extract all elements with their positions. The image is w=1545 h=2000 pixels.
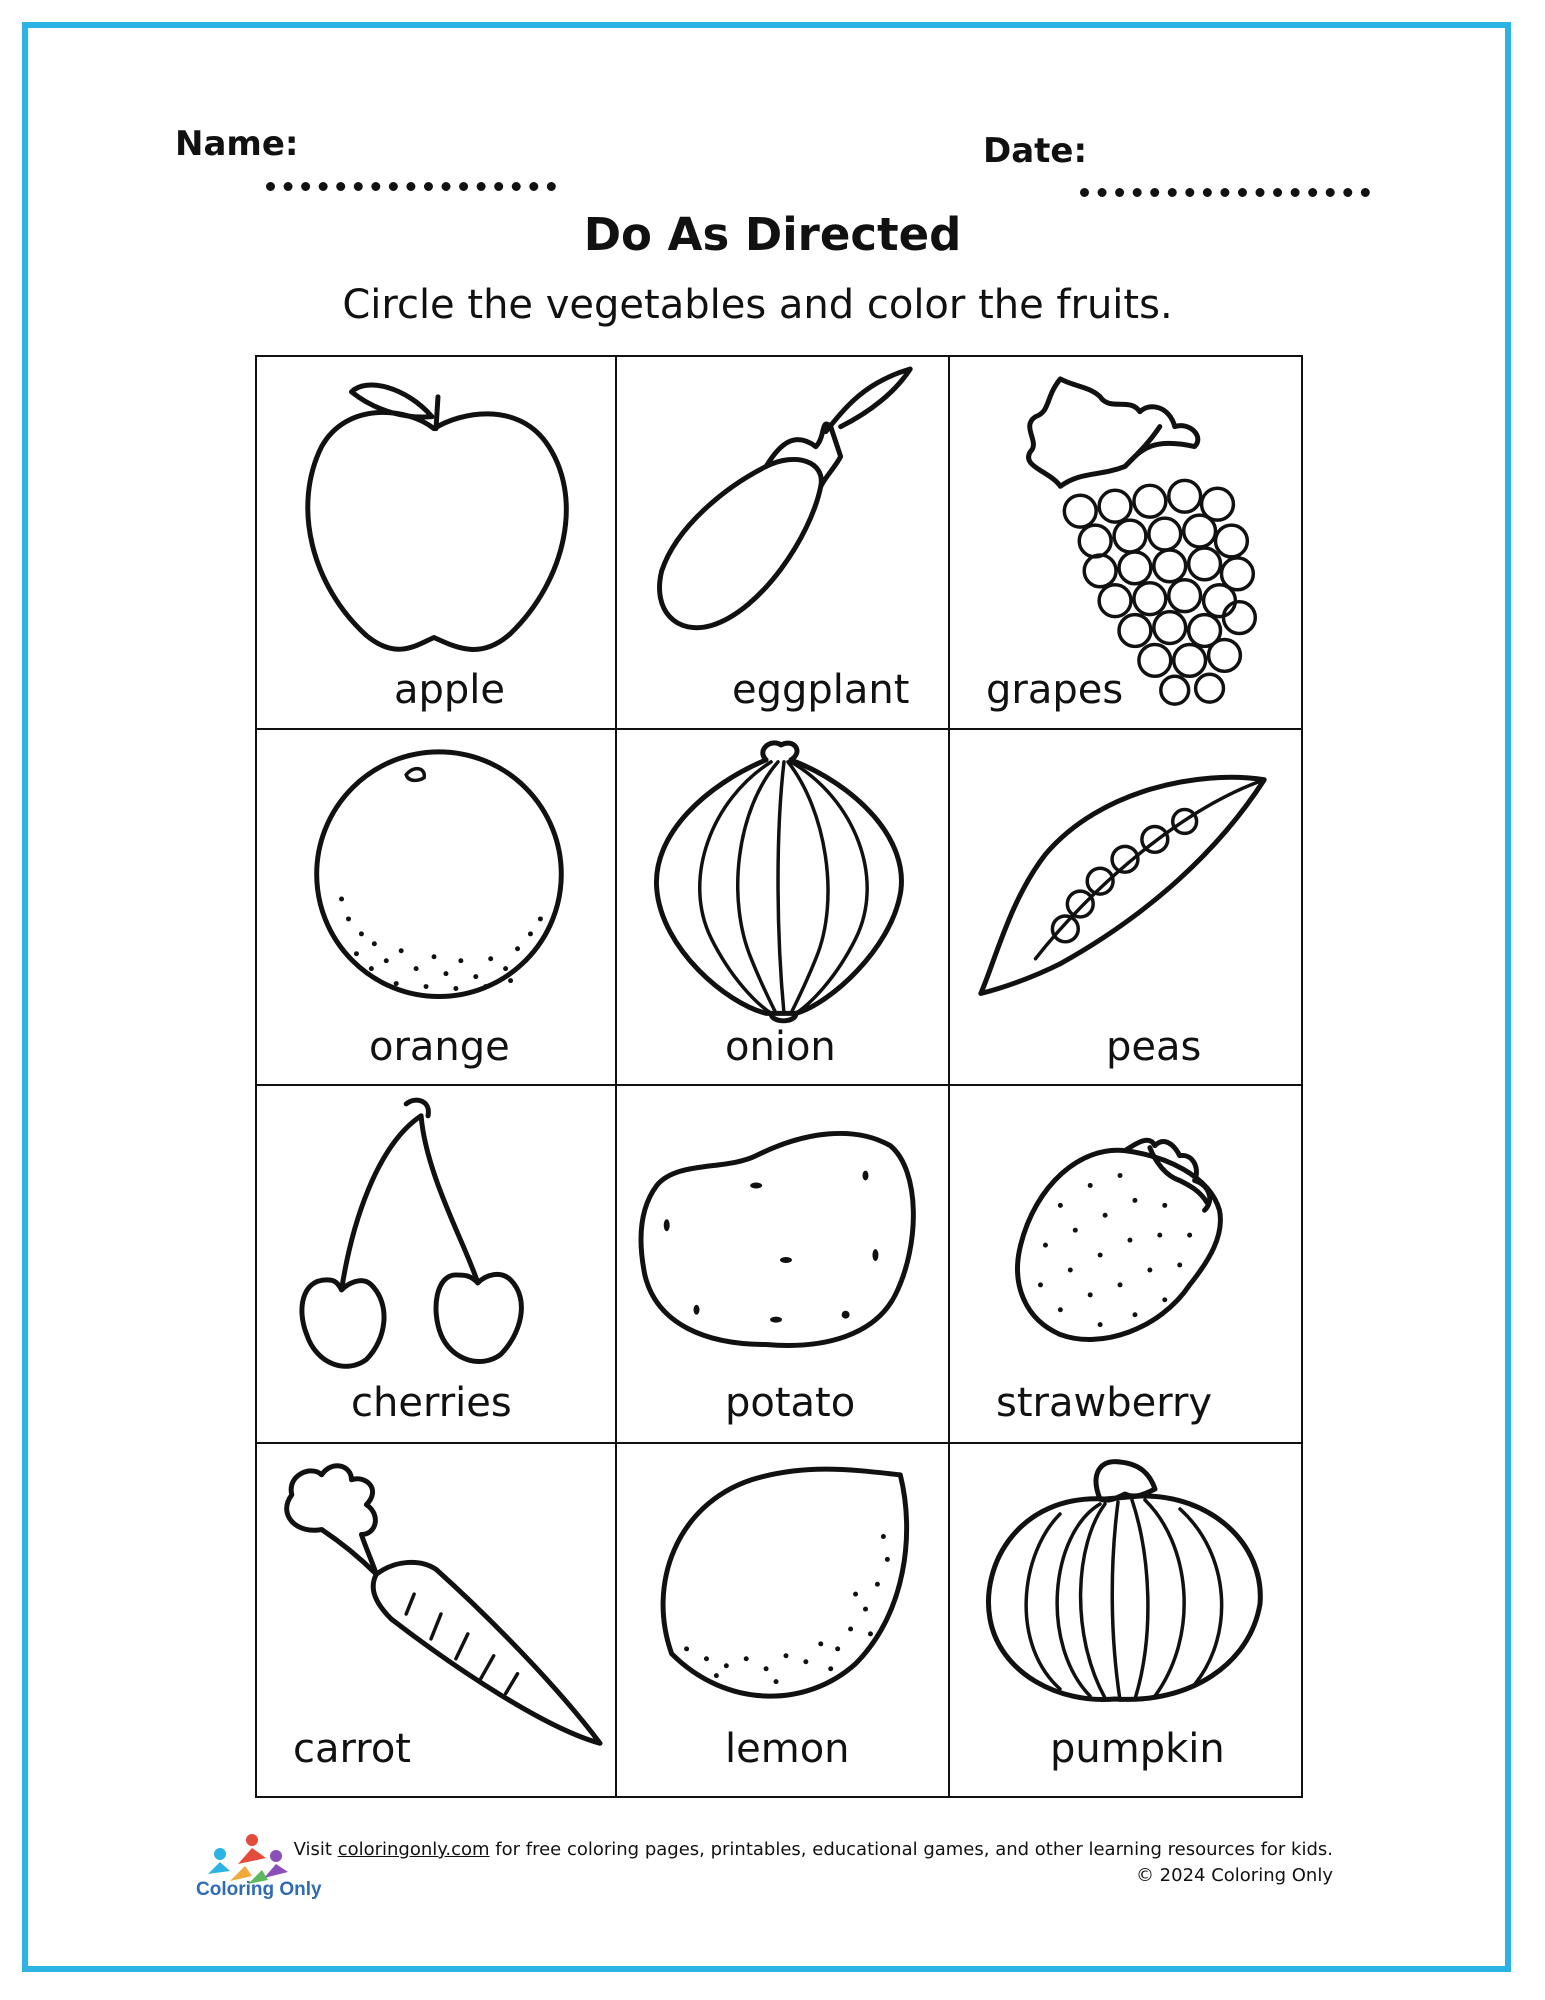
item-label-strawberry: strawberry [996,1380,1213,1426]
item-label-carrot: carrot [293,1726,411,1772]
item-label-onion: onion [725,1024,836,1070]
footer-text [294,1837,1333,1889]
item-label-orange: orange [369,1024,510,1070]
item-label-peas: peas [1106,1024,1202,1070]
footer-visit-line [294,1837,1333,1863]
page-title: Do As Directed [583,208,962,261]
date-label: Date: [983,131,1088,171]
items-grid [255,355,1303,1798]
item-label-apple: apple [394,667,506,713]
instructions: Circle the vegetables and color the fruits. [342,282,1173,328]
item-label-cherries: cherries [351,1380,512,1426]
item-label-eggplant: eggplant [732,667,910,713]
logo-text: Coloring Only [196,1879,322,1900]
date-line[interactable] [1080,188,1370,197]
cell-carrot[interactable] [257,1444,617,1796]
cell-orange[interactable] [257,730,617,1086]
item-label-lemon: lemon [725,1726,850,1772]
cell-cherries[interactable] [257,1086,617,1444]
item-label-potato: potato [725,1380,856,1426]
footer-visit-prefix: Visit [293,1839,332,1860]
cell-strawberry[interactable] [950,1086,1301,1444]
cell-grapes[interactable] [950,357,1301,730]
cell-peas[interactable] [950,730,1301,1086]
cell-onion[interactable] [617,730,950,1086]
cell-lemon[interactable] [617,1444,950,1796]
name-label: Name: [175,124,299,164]
item-label-grapes: grapes [986,667,1124,713]
footer-link[interactable]: coloringonly.com [337,1839,490,1860]
footer-copyright: © 2024 Coloring Only [1135,1865,1333,1886]
footer-visit-suffix: for free coloring pages, printables, educational games, and other learning resources for kids. [495,1839,1333,1860]
cell-apple[interactable] [257,357,617,730]
cell-potato[interactable] [617,1086,950,1444]
name-line[interactable] [266,182,556,191]
cell-eggplant[interactable] [617,357,950,730]
cell-pumpkin[interactable] [950,1444,1301,1796]
item-label-pumpkin: pumpkin [1050,1726,1225,1772]
